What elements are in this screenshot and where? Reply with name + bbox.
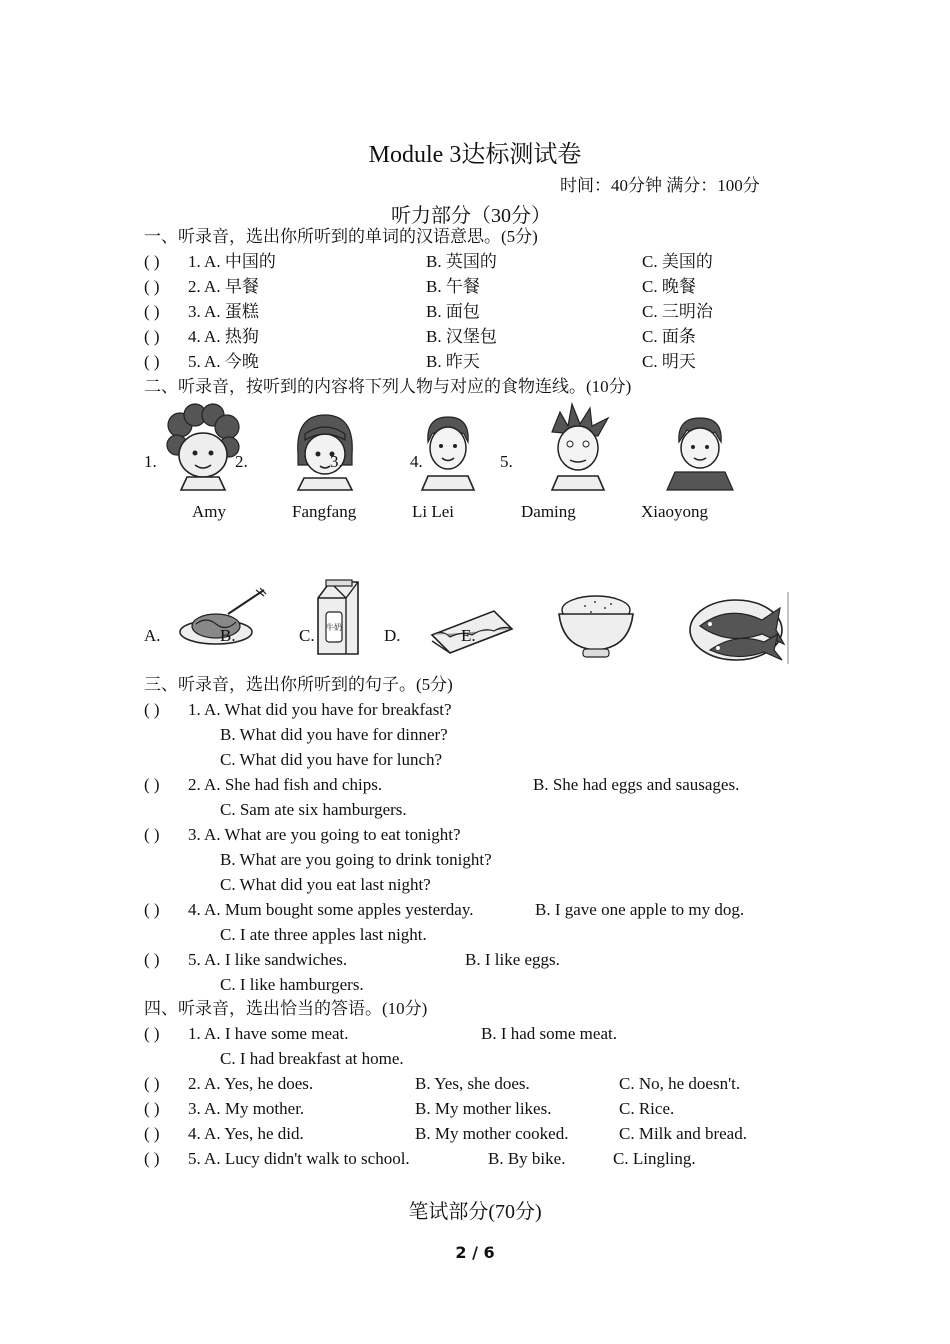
amy-portrait: [165, 405, 240, 490]
section-4-heading: 四、听录音，选出恰当的答语。(10分): [144, 999, 428, 1018]
option-b: B. By bike.: [488, 1149, 566, 1168]
answer-blank[interactable]: ( ): [144, 1149, 160, 1168]
milk-label: 牛奶: [326, 623, 342, 632]
section-3-heading: 三、听录音，选出你所听到的句子。(5分): [144, 675, 453, 694]
option-b: B. 英国的: [426, 252, 497, 271]
option-b: B. She had eggs and sausages.: [533, 775, 740, 794]
food-letter-b: B.: [220, 626, 236, 645]
food-letter-e: E.: [461, 626, 476, 645]
option-c: C. I had breakfast at home.: [220, 1049, 404, 1068]
name-li-lei: Li Lei: [412, 502, 455, 521]
option-a: 5. A. Lucy didn't walk to school.: [188, 1149, 410, 1168]
answer-blank[interactable]: ( ): [144, 252, 160, 271]
answer-blank[interactable]: ( ): [144, 1074, 160, 1093]
xiaoyong-portrait: [665, 414, 735, 490]
option-b: B. I gave one apple to my dog.: [535, 900, 745, 919]
food-letter-d: D.: [384, 626, 401, 645]
answer-blank[interactable]: ( ): [144, 302, 160, 321]
option-a: 3. A. What are you going to eat tonight?: [188, 825, 461, 844]
answer-blank[interactable]: ( ): [144, 700, 160, 719]
option-a: 1. A. What did you have for breakfast?: [188, 700, 452, 719]
option-b: B. 面包: [426, 302, 480, 321]
option-b: B. What did you have for dinner?: [220, 725, 448, 744]
option-a: 3. A. My mother.: [188, 1099, 305, 1118]
person-number-2: 2.: [235, 452, 248, 471]
person-number-4: 4.: [410, 452, 423, 471]
food-letter-a: A.: [144, 626, 161, 645]
name-amy: Amy: [192, 502, 226, 521]
option-a: 1. A. 中国的: [188, 252, 276, 271]
fangfang-portrait: [290, 410, 360, 490]
option-a: 1. A. I have some meat.: [188, 1024, 349, 1043]
option-a: 3. A. 蛋糕: [188, 302, 259, 321]
option-b: B. My mother likes.: [415, 1099, 552, 1118]
option-c: C. 美国的: [642, 252, 713, 271]
person-number-5: 5.: [500, 452, 513, 471]
option-a: 4. A. Yes, he did.: [188, 1124, 304, 1143]
option-b: B. Yes, she does.: [415, 1074, 530, 1093]
option-a: 4. A. Mum bought some apples yesterday.: [188, 900, 474, 919]
option-b: B. I like eggs.: [465, 950, 560, 969]
option-c: C. 晚餐: [642, 277, 696, 296]
option-a: 4. A. 热狗: [188, 327, 259, 346]
daming-portrait: [542, 402, 614, 490]
option-c: C. What did you have for lunch?: [220, 750, 443, 769]
answer-blank[interactable]: ( ): [144, 277, 160, 296]
option-c: C. Milk and bread.: [619, 1124, 747, 1143]
option-b: B. 昨天: [426, 352, 480, 371]
food-letter-c: C.: [299, 626, 315, 645]
fish-picture: [688, 590, 790, 664]
option-c: C. No, he doesn't.: [619, 1074, 741, 1093]
option-c: C. 明天: [642, 352, 696, 371]
option-b: B. My mother cooked.: [415, 1124, 569, 1143]
section-1-heading: 一、听录音，选出你所听到的单词的汉语意思。(5分): [144, 227, 538, 246]
li-lei-portrait: [418, 412, 478, 490]
answer-blank[interactable]: ( ): [144, 1124, 160, 1143]
option-c: C. 三明治: [642, 302, 713, 321]
answer-blank[interactable]: ( ): [144, 1099, 160, 1118]
time-info: 时间：40分钟 满分：100分: [560, 176, 760, 195]
option-a: 2. A. She had fish and chips.: [188, 775, 383, 794]
option-c: C. Sam ate six hamburgers.: [220, 800, 407, 819]
answer-blank[interactable]: ( ): [144, 327, 160, 346]
option-c: C. I ate three apples last night.: [220, 925, 427, 944]
answer-blank[interactable]: ( ): [144, 775, 160, 794]
option-a: 5. A. I like sandwiches.: [188, 950, 348, 969]
option-c: C. 面条: [642, 327, 696, 346]
option-b: B. 汉堡包: [426, 327, 497, 346]
listening-header: 听力部分（30分）: [391, 205, 551, 227]
option-c: C. What did you eat last night?: [220, 875, 431, 894]
writing-header: 笔试部分(70分): [408, 1201, 542, 1223]
option-a: 5. A. 今晚: [188, 352, 259, 371]
page-number: 2 / 6: [455, 1243, 495, 1262]
answer-blank[interactable]: ( ): [144, 950, 160, 969]
option-c: C. Lingling.: [613, 1149, 696, 1168]
person-number-1: 1.: [144, 452, 157, 471]
option-c: C. I like hamburgers.: [220, 975, 364, 994]
option-a: 2. A. Yes, he does.: [188, 1074, 314, 1093]
option-c: C. Rice.: [619, 1099, 675, 1118]
option-b: B. What are you going to drink tonight?: [220, 850, 492, 869]
answer-blank[interactable]: ( ): [144, 352, 160, 371]
option-b: B. 午餐: [426, 277, 480, 296]
rice-bowl-picture: [555, 592, 637, 660]
name-fangfang: Fangfang: [292, 502, 357, 521]
option-a: 2. A. 早餐: [188, 277, 259, 296]
name-xiaoyong: Xiaoyong: [641, 502, 709, 521]
section-2-heading: 二、听录音，按听到的内容将下列人物与对应的食物连线。(10分): [144, 377, 632, 396]
name-daming: Daming: [521, 502, 576, 521]
answer-blank[interactable]: ( ): [144, 900, 160, 919]
answer-blank[interactable]: ( ): [144, 825, 160, 844]
person-number-3: 3.: [330, 452, 343, 471]
milk-carton-picture: [312, 578, 364, 658]
answer-blank[interactable]: ( ): [144, 1024, 160, 1043]
option-b: B. I had some meat.: [481, 1024, 617, 1043]
page-title: Module 3达标测试卷: [368, 142, 582, 168]
